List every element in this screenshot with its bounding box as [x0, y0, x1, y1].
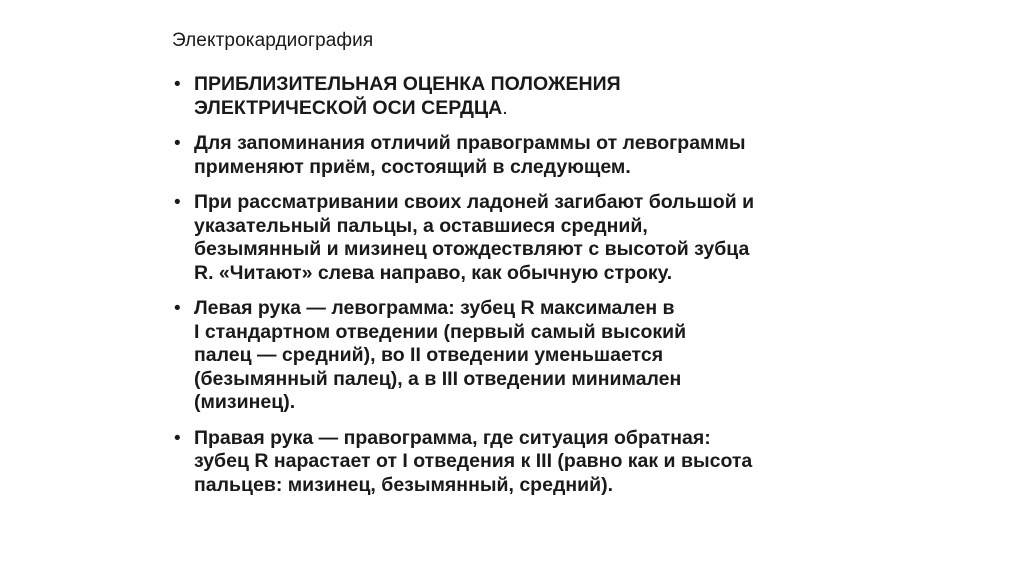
bullet-item-right-hand — [174, 427, 864, 498]
bullet-icon: • — [174, 427, 181, 449]
bullet-line: палец — средний), во II отведении уменьшается — [194, 344, 664, 366]
bullet-icon: • — [174, 133, 181, 154]
bullet-item-axis-estimate — [174, 73, 864, 120]
bullet-item-left-hand — [174, 297, 864, 415]
bullet-line: Левая рука — левограмма: зубец R максимален в — [194, 297, 675, 319]
bullet-line: ПРИБЛИЗИТЕЛЬНАЯ ОЦЕНКА ПОЛОЖЕНИЯ — [194, 73, 621, 95]
bullet-list — [174, 73, 864, 509]
bullet-item-palms — [174, 191, 864, 285]
bullet-line: ЭЛЕКТРИЧЕСКОЙ ОСИ СЕРДЦА. — [194, 96, 508, 119]
bullet-line: применяют приём, состоящий в следующем. — [194, 155, 631, 178]
bullet-line: (мизинец). — [194, 391, 296, 413]
bullet-line: указательный пальцы, а оставшиеся средний, — [194, 214, 648, 237]
bullet-line: зубец R нарастает от I отведения к III (равно как и высота — [194, 450, 753, 472]
slide-title: Электрокардиография — [172, 30, 374, 51]
bullet-icon: • — [174, 192, 181, 213]
bullet-line: I стандартном отведении (первый самый высокий — [194, 320, 687, 343]
bullet-icon: • — [174, 298, 181, 319]
bullet-line: пальцев: мизинец, безымянный, средний). — [194, 473, 613, 496]
bullet-line: Правая рука — правограмма, где ситуация обратная: — [194, 426, 711, 449]
bullet-icon: • — [174, 74, 181, 95]
bullet-line: R. «Читают» слева направо, как обычную строку. — [194, 261, 673, 284]
bullet-line: Для запоминания отличий правограммы от левограммы — [194, 132, 746, 154]
bullet-item-mnemonic — [174, 132, 864, 179]
bullet-tail: . — [502, 96, 508, 119]
bullet-line: (безымянный палец), а в III отведении минимален — [194, 367, 682, 390]
bullet-line: При рассматривании своих ладоней загибают большой и — [194, 191, 755, 213]
bullet-line: безымянный и мизинец отождествляют с высотой зубца — [194, 238, 750, 260]
